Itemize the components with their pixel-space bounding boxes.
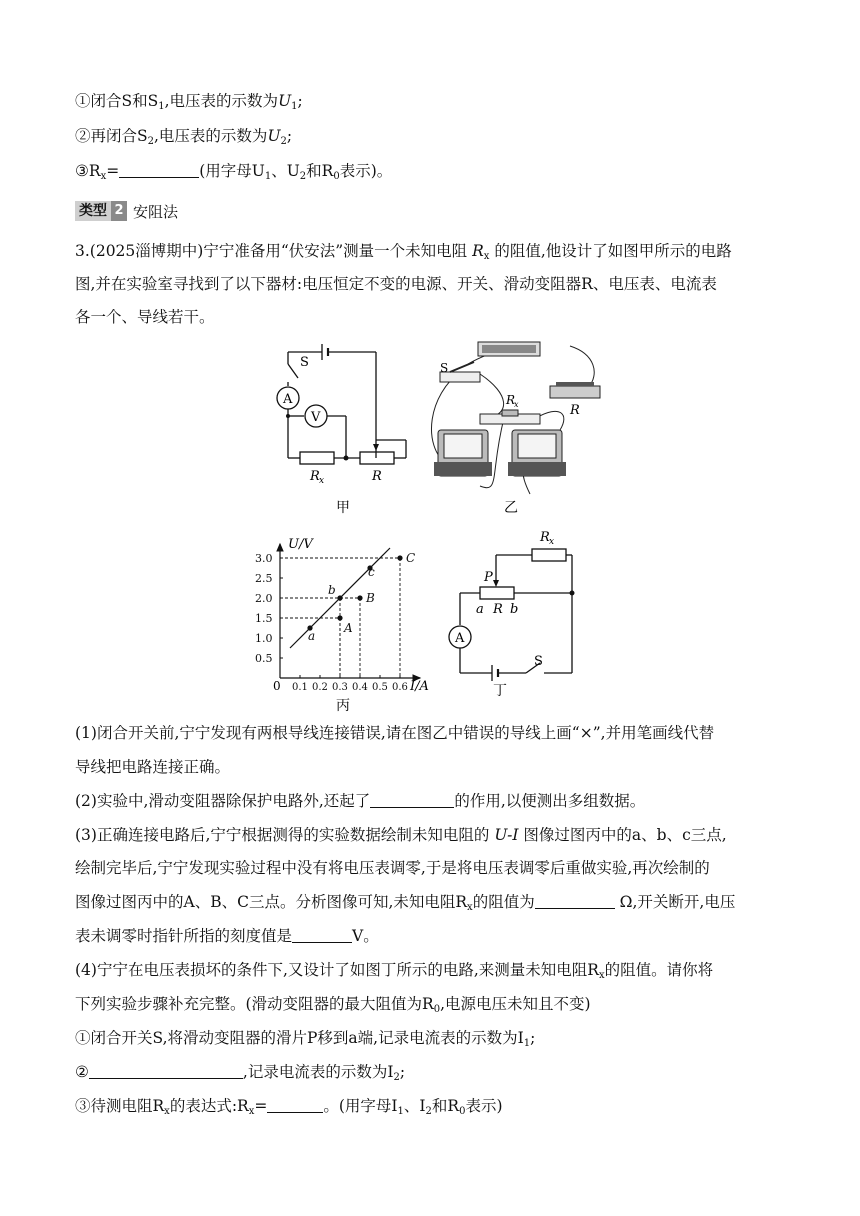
question-intro-1: 3.(2025淄博期中)宁宁准备用“伏安法”测量一个未知电阻 $R_x$ 的阻值,他设计了如图甲所示的电路 (75, 242, 732, 262)
rheostat-icon (550, 386, 600, 398)
part-4-line-2: 下列实验步骤补充完整。(滑动变阻器的最大阻值为$R_0$,电源电压未知且不变) (75, 995, 591, 1015)
caption-bing: 丙 (336, 698, 350, 714)
part-1-line-1: (1)闭合开关前,宁宁发现有两根导线连接错误,请在图乙中错误的导线上画“×”,并用笔画线代替 (75, 724, 715, 742)
voltmeter-icon (508, 430, 566, 476)
x-tick-label: 0.1 (292, 682, 308, 693)
y-tick-label: 0.5 (255, 652, 273, 665)
caption-ding: 丁 (493, 683, 507, 699)
point-label: a (308, 629, 316, 643)
y-axis-label: U/V (288, 537, 313, 552)
x-tick-label: 0.2 (312, 682, 328, 693)
origin-label: 0 (273, 679, 281, 693)
label-S: S (300, 355, 309, 370)
label-P: P (484, 570, 493, 585)
x-axis-label: I/A (410, 679, 429, 694)
label-S: S (440, 361, 449, 375)
part-3-line-2: 绘制完毕后,宁宁发现实验过程中没有将电压表调零,于是将电压表调零后重做实验,再次绘制的 (75, 859, 710, 877)
part-4-step-1: ①闭合开关S,将滑动变阻器的滑片P移到a端,记录电流表的示数为$I_1$; (75, 1029, 536, 1049)
part-4-step-3: ③待测电阻$R_x$的表达式$:R_x=$ 。(用字母$I_1$、$I_2$和$R_0$表示) (75, 1097, 503, 1117)
label-R: R (570, 403, 580, 418)
figure-ding (440, 525, 590, 699)
point-label: c (368, 565, 375, 579)
point-label: C (406, 551, 416, 565)
label-R: R (372, 469, 382, 484)
label-Rx: R (506, 393, 516, 407)
label-R: R (493, 602, 503, 617)
y-tick-label: 2.5 (255, 572, 273, 585)
prev-step-2: ②再闭合$S_2$,电压表的示数为$U_2$; (75, 127, 293, 147)
x-tick-label: 0.3 (332, 682, 348, 693)
x-tick-label: 0.6 (392, 682, 408, 693)
x-tick-label: 0.4 (352, 682, 368, 693)
label-a: a (476, 602, 484, 617)
part-4-line-1: (4)宁宁在电压表损坏的条件下,又设计了如图丁所示的电路,来测量未知电阻$R_x$的阻值。请你将 (75, 961, 714, 981)
part-2: (2)实验中,滑动变阻器除保护电路外,还起了 的作用,以便测出多组数据。 (75, 792, 646, 810)
type-tag: 类型 (75, 201, 111, 221)
answer-blank[interactable] (267, 1097, 323, 1113)
part-1-line-2: 导线把电路连接正确。 (75, 758, 231, 776)
point-label: B (366, 591, 375, 605)
part-3-line-1: (3)正确连接电路后,宁宁根据测得的实验数据绘制未知电阻的 U-I 图像过图丙中的a、b、c三点, (75, 826, 727, 844)
y-tick-label: 2.0 (255, 592, 273, 605)
x-tick-label: 0.5 (372, 682, 388, 693)
svg-text:x: x (319, 476, 325, 486)
type-section-header (75, 199, 178, 223)
part-4-step-2: ② ,记录电流表的示数为$I_2$; (75, 1063, 406, 1083)
svg-text:x: x (514, 400, 519, 409)
y-tick-label: 1.0 (255, 632, 273, 645)
question-intro-2: 图,并在实验室寻找到了以下器材:电压恒定不变的电源、开关、滑动变阻器R、电压表、电流表 (75, 275, 717, 293)
answer-blank[interactable] (119, 162, 199, 178)
answer-blank[interactable] (370, 792, 454, 808)
svg-text:x: x (549, 537, 555, 547)
figure-yi (420, 334, 620, 520)
voltmeter-label: V (311, 410, 321, 425)
data-point (397, 555, 402, 560)
data-point (337, 615, 342, 620)
caption-jia: 甲 (336, 500, 350, 516)
y-axis-arrow-icon (277, 544, 283, 551)
figure-jia (270, 340, 420, 520)
y-tick-label: 3.0 (255, 552, 273, 565)
label-Rx: R (540, 530, 550, 545)
label-b: b (510, 602, 519, 617)
prev-step-3: $③R_x=$ (用字母$U_1$、$U_2$和$R_0$表示)。 (75, 162, 393, 182)
part-3-line-4: 表未调零时指针所指的刻度值是 V。 (75, 927, 379, 945)
y-tick-label: 1.5 (255, 612, 273, 625)
part-3-line-3: 图像过图丙中的A、B、C三点。分析图像可知,未知电阻$R_x$的阻值为 Ω,开关断开,电压 (75, 893, 736, 913)
point-label: A (344, 621, 353, 635)
answer-blank[interactable] (535, 893, 615, 909)
data-point (357, 595, 362, 600)
type-number: 2 (111, 201, 127, 221)
ammeter-label: A (455, 631, 465, 646)
ammeter-label: A (283, 392, 293, 407)
prev-step-1: ①闭合S和$S_1$,电压表的示数为$U_1$; (75, 92, 303, 112)
point-label: b (328, 583, 336, 597)
ammeter-icon (434, 430, 492, 476)
type-title: 安阻法 (133, 202, 179, 221)
answer-blank[interactable] (89, 1063, 243, 1079)
question-intro-3: 各一个、导线若干。 (75, 308, 215, 326)
label-S: S (534, 654, 543, 669)
caption-yi: 乙 (504, 500, 518, 516)
figure-bing-chart (250, 530, 440, 716)
answer-blank[interactable] (292, 927, 352, 943)
label-Rx: R (310, 469, 320, 484)
